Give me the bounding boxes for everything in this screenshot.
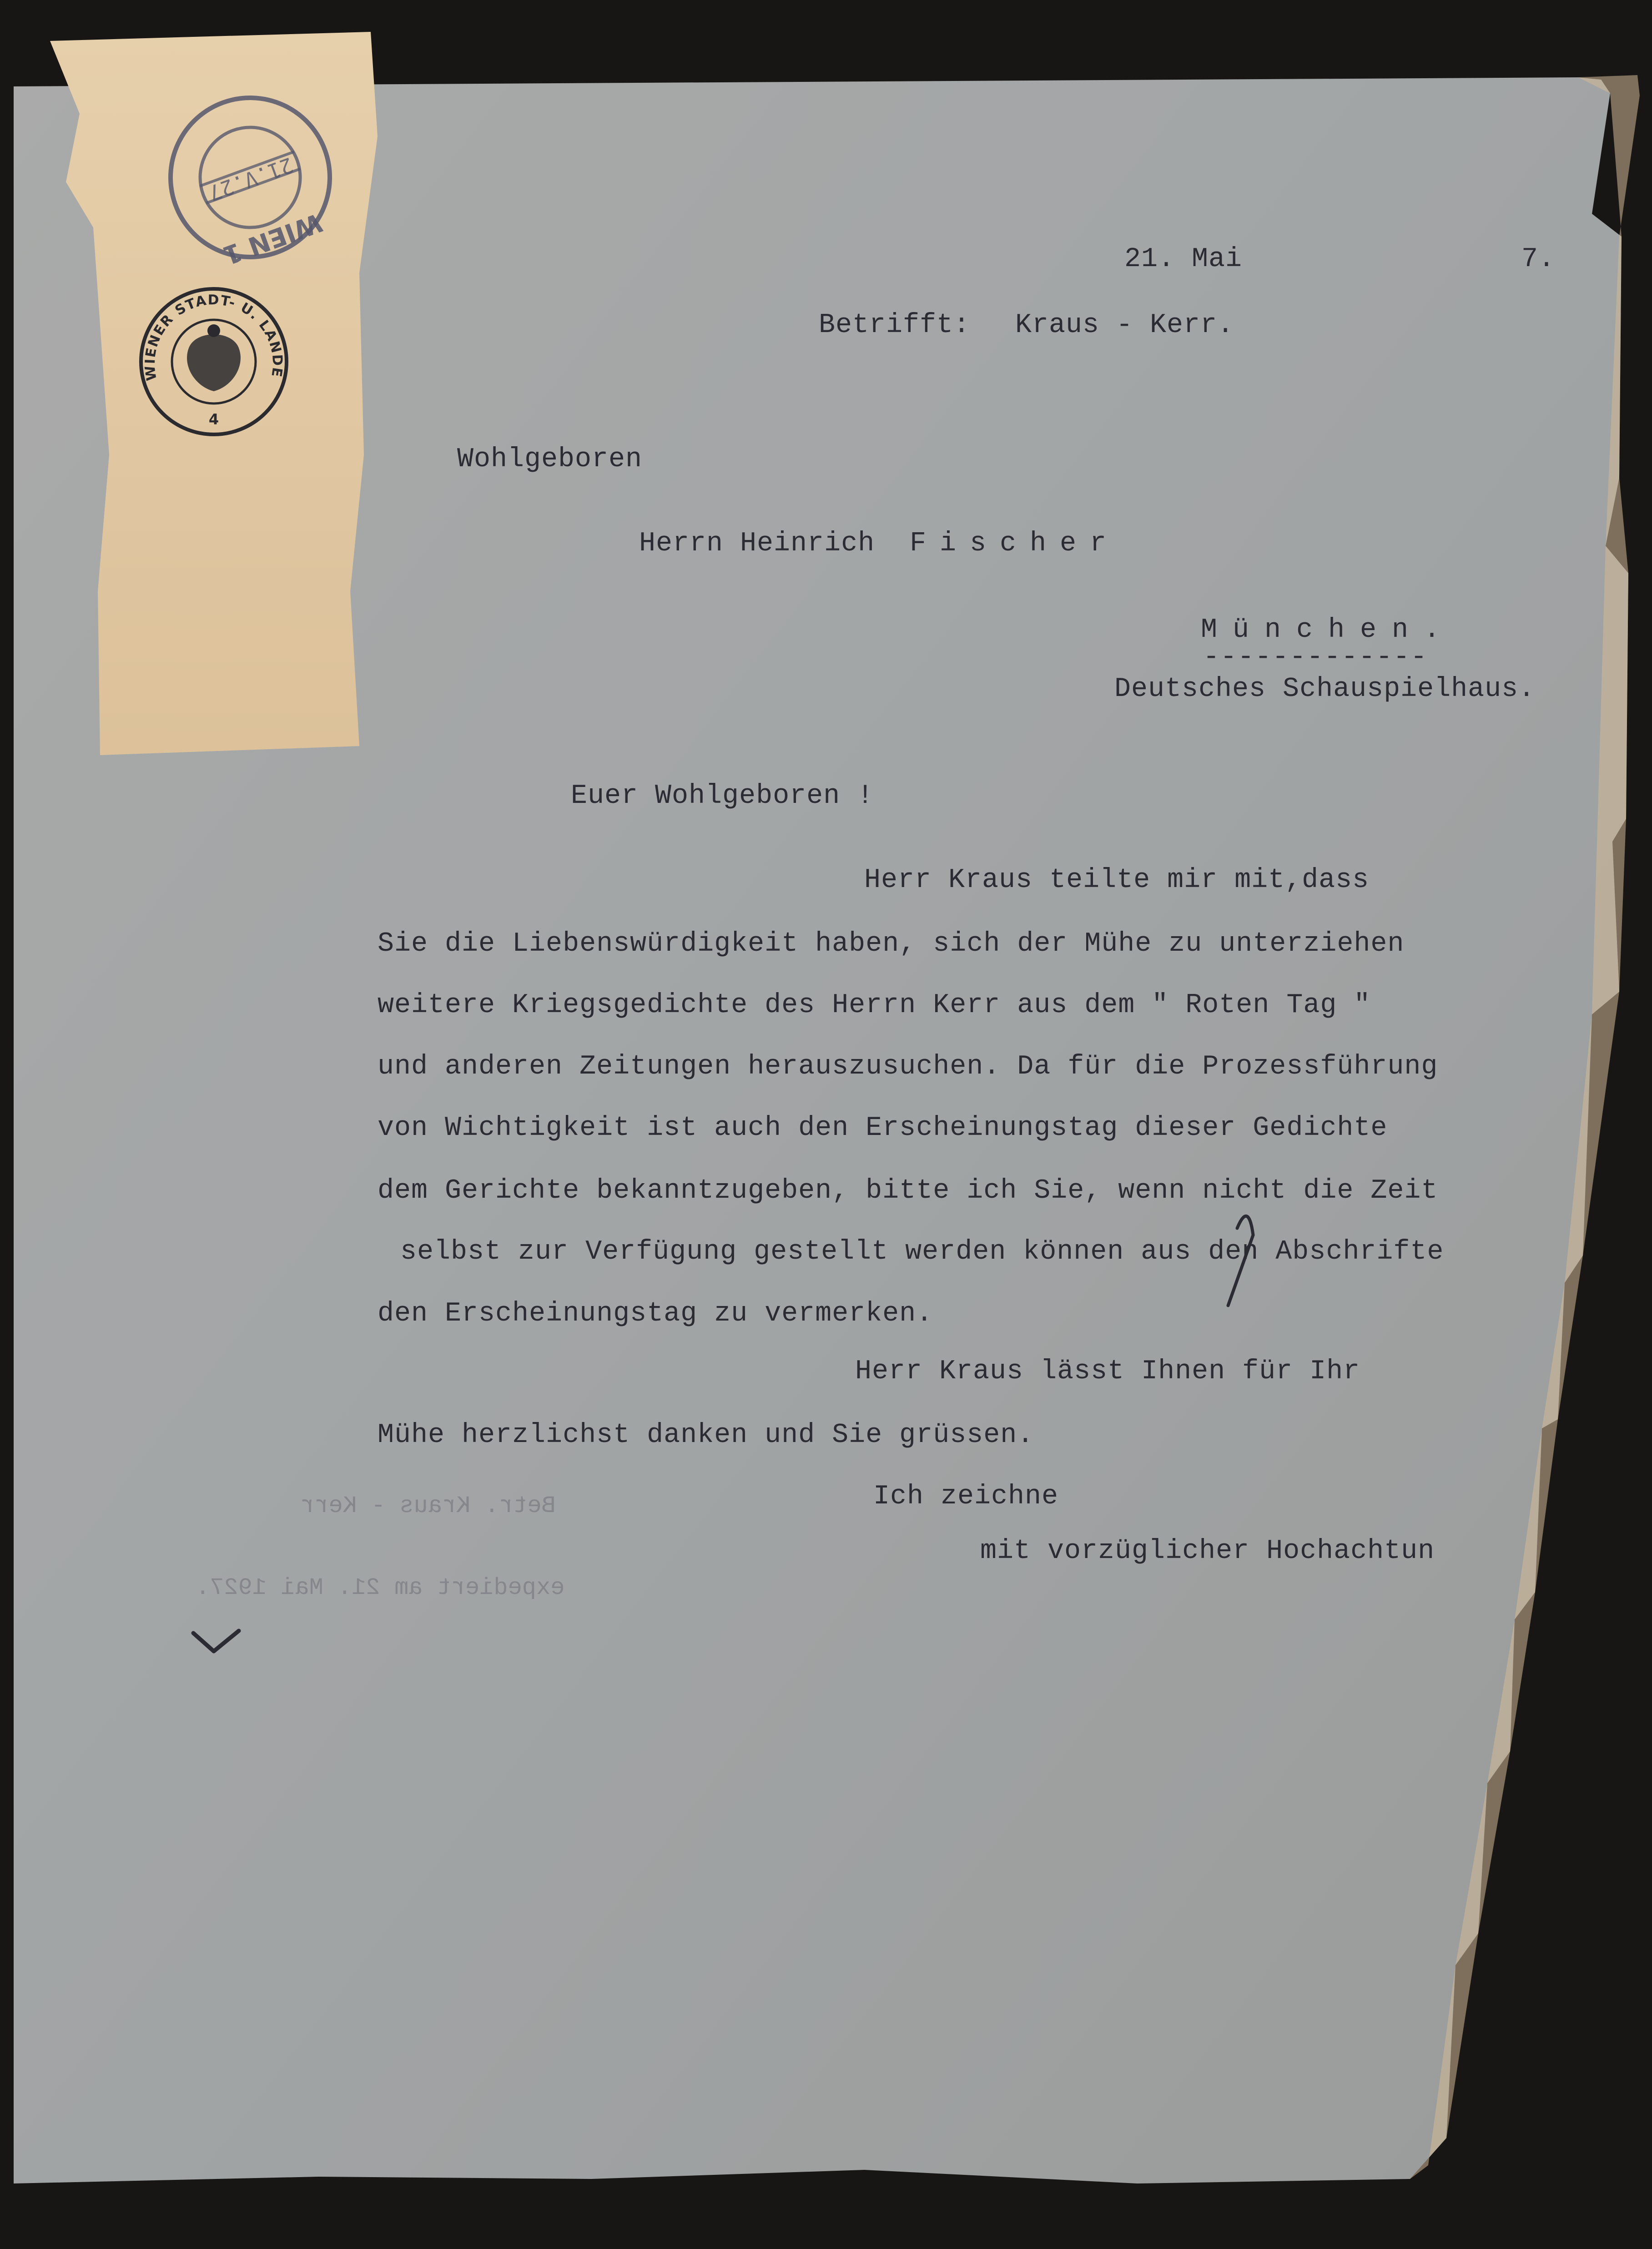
library-seal-number: 4 — [208, 411, 219, 428]
recipient-organization: Deutsches Schauspielhaus. — [1114, 674, 1536, 705]
closing-line-1: Ich zeichne — [873, 1481, 1059, 1512]
library-seal-text: WIENER STADT- U. LANDE — [142, 292, 286, 382]
subject-label: Betrifft: — [819, 310, 971, 341]
subject-value: Kraus - Kerr. — [1015, 310, 1234, 341]
body-line-9: Herr Kraus lässt Ihnen für Ihr — [855, 1356, 1360, 1387]
letter-date: 21. Mai — [1124, 244, 1243, 275]
postmark-text: WIEN 1 — [219, 207, 326, 271]
page-number: 7. — [1521, 244, 1556, 275]
salutation-title: Wohlgeboren — [457, 444, 643, 475]
recipient-prefix: Herrn Heinrich — [639, 528, 875, 559]
closing-line-2: mit vorzüglicher Hochachtun — [980, 1536, 1435, 1567]
body-line-4: und anderen Zeitungen herauszusuchen. Da für die Prozessführung — [378, 1051, 1438, 1082]
body-line-8: den Erscheinungstag zu vermerken. — [378, 1298, 933, 1329]
city-underline: ------------- — [1203, 642, 1428, 673]
body-line-5: von Wichtigkeit ist auch den Erscheinungstag dieser Gedichte — [378, 1113, 1388, 1144]
body-line-10: Mühe herzlichst danken und Sie grüssen. — [378, 1420, 1034, 1451]
greeting: Euer Wohlgeboren ! — [571, 781, 874, 812]
recipient-city: München. — [1201, 615, 1456, 645]
body-line-7: selbst zur Verfügung gestellt werden können aus den Abschrifte — [400, 1236, 1444, 1267]
body-line-6: dem Gerichte bekanntzugeben, bitte ich Sie, wenn nicht die Zeit — [378, 1175, 1438, 1206]
body-line-1: Herr Kraus teilte mir mit,dass — [864, 865, 1370, 896]
svg-text:21.V.27: 21.V.27 — [205, 152, 297, 206]
carbon-line-1: Betr. Kraus - Kerr — [300, 1493, 556, 1519]
body-line-2: Sie die Liebenswürdigkeit haben, sich der Mühe zu unterziehen — [378, 928, 1405, 959]
carbon-line-2: expediert am 21. Mai 1927. — [196, 1574, 565, 1601]
body-line-3: weitere Kriegsgedichte des Herrn Kerr aus dem " Roten Tag " — [378, 990, 1371, 1021]
recipient-surname: Fischer — [910, 528, 1120, 559]
